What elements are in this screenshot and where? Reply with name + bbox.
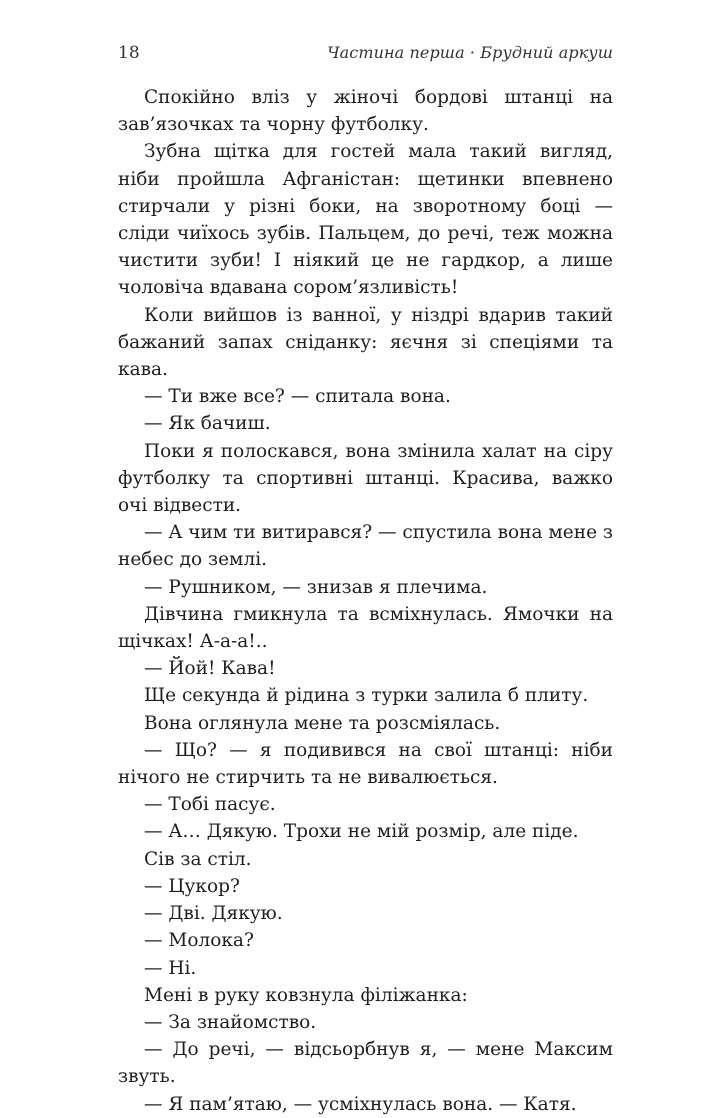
paragraph: Вона оглянула мене та розсміялась. bbox=[144, 712, 501, 734]
paragraph: Зубна щітка для гостей мала такий вигляд, ніби пройшла Афганістан: щетинки впевнено стирчали у різні боки, на зворотному боці — сліди чиїхось зубів. Пальцем, до речі, теж можна чистити зуби! І ніякий це не гардкор, а лише чоловіча вдавана сором’язливість! bbox=[118, 141, 613, 299]
paragraph: Поки я полоскався, вона змінила халат на сіру футболку та спортивні штанці. Красива, важко очі відвести. bbox=[118, 440, 613, 517]
paragraph: — Що? — я подивився на свої штанці: ніби нічого не стирчить та не вивалюється. bbox=[118, 739, 613, 789]
paragraph: Коли вийшов із ванної, у ніздрі вдарив такий бажаний запах сніданку: яєчня зі спеціями та кава. bbox=[118, 304, 613, 381]
paragraph: — Як бачиш. bbox=[144, 413, 271, 435]
paragraph: — Дві. Дякую. bbox=[144, 903, 283, 925]
running-head: Частина перша · Брудний аркуш bbox=[327, 43, 613, 62]
paragraph: — Тобі пасує. bbox=[144, 794, 276, 816]
paragraph: — Я пам’ятаю, — усміхнулась вона. — Катя. bbox=[144, 1093, 577, 1115]
body-text bbox=[118, 84, 613, 1118]
paragraph: — Йой! Кава! bbox=[144, 658, 276, 680]
paragraph: — А… Дякую. Трохи не мій розмір, але піде. bbox=[144, 821, 579, 843]
paragraph: — А чим ти витирався? — спустила вона мене з небес до землі. bbox=[118, 522, 613, 571]
paragraph: — Ти вже все? — спитала вона. bbox=[144, 386, 451, 408]
paragraph: — Цукор? bbox=[144, 875, 240, 897]
paragraph: — Ні. bbox=[144, 957, 197, 979]
paragraph: Спокійно вліз у жіночі бордові штанці на зав’язочках та чорну футболку. bbox=[118, 87, 613, 136]
page-number: 18 bbox=[118, 43, 140, 63]
paragraph: — Рушником, — знизав я плечима. bbox=[144, 576, 488, 598]
paragraph: Мені в руку ковзнула філіжанка: bbox=[144, 984, 468, 1006]
paragraph: — За знайомство. bbox=[144, 1011, 317, 1033]
paragraph: Сів за стіл. bbox=[144, 848, 252, 870]
paragraph: — До речі, — відсьорбнув я, — мене Максим звуть. bbox=[118, 1039, 613, 1088]
paragraph: Ще секунда й рідина з турки залила б плиту. bbox=[144, 685, 589, 707]
paragraph: Дівчина гмикнула та всміхнулась. Ямочки на щічках! А-а-а!.. bbox=[118, 603, 613, 653]
paragraph: — Молока? bbox=[144, 930, 254, 952]
page-header bbox=[118, 43, 613, 71]
